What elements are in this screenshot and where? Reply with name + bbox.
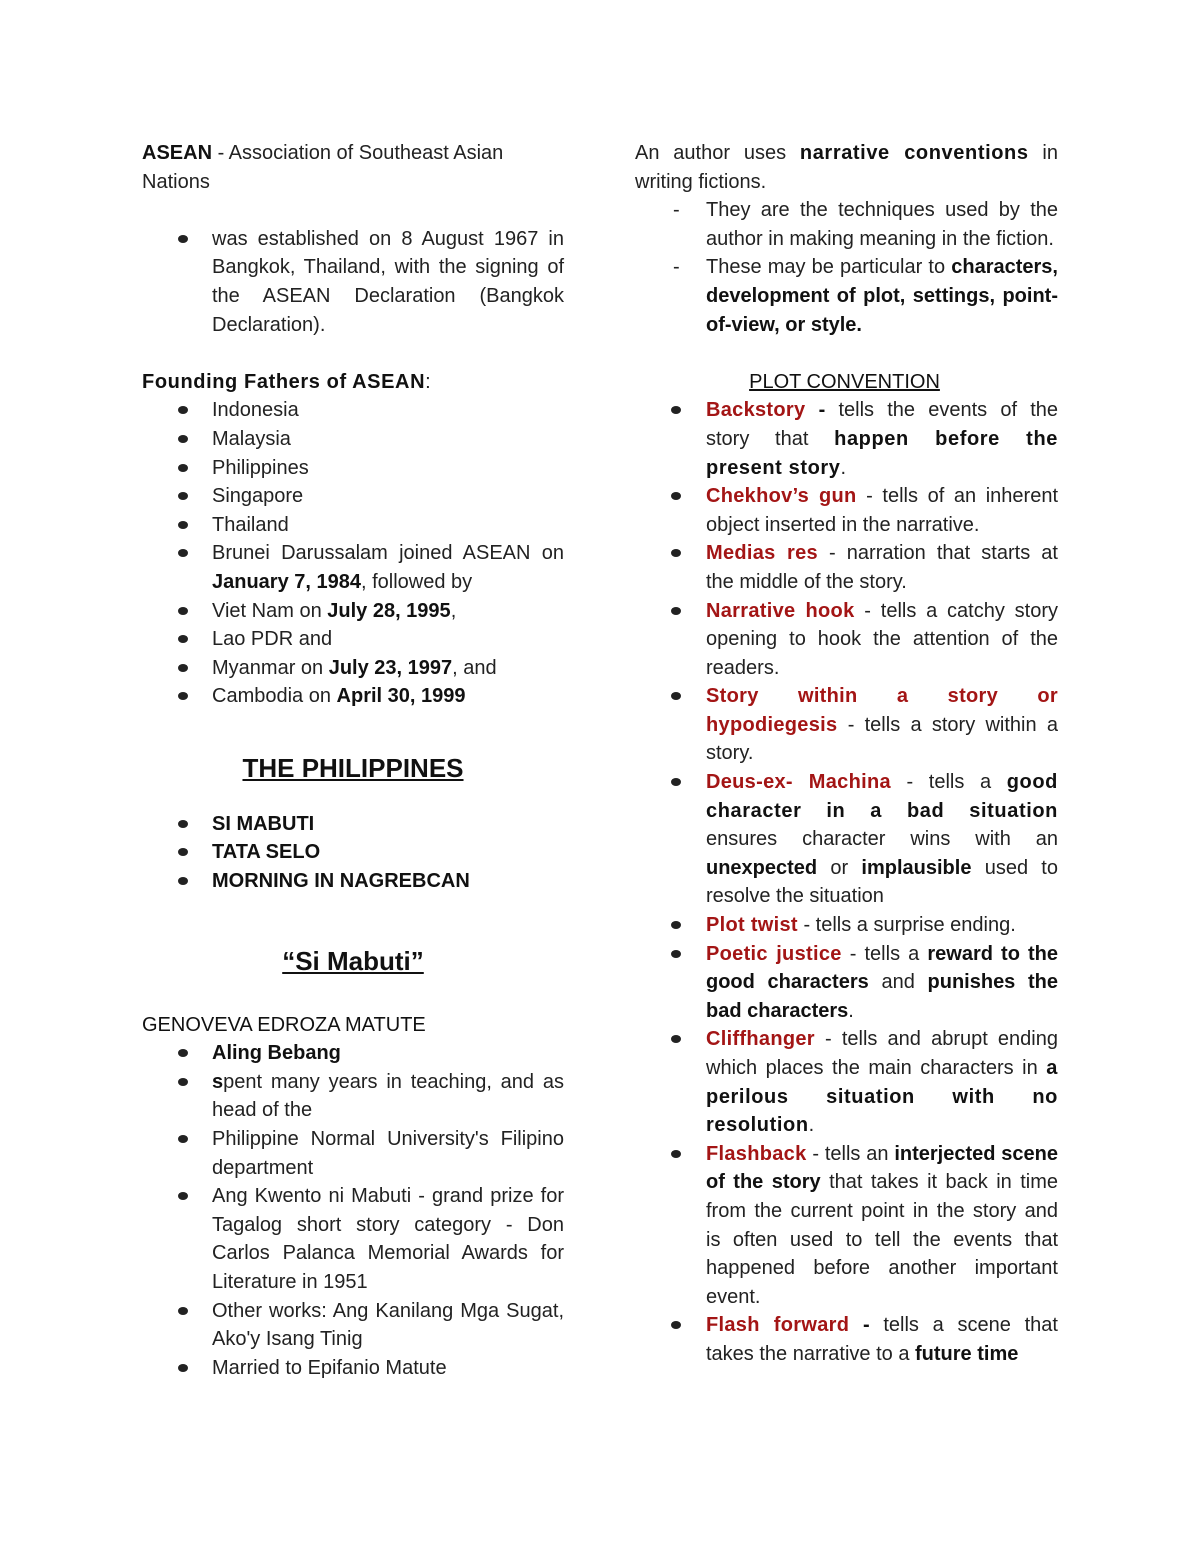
bullet-icon [178, 607, 188, 615]
bullet-icon [178, 235, 188, 243]
list-item: Ang Kwento ni Mabuti - grand prize for Tagalog short story category - Don Carlos Palanca Memorial Awards for Literature in 1951 [142, 1182, 564, 1296]
dash-marker: - [673, 199, 680, 222]
list-item: Myanmar on July 23, 1997, and [142, 654, 564, 683]
bullet-icon [178, 464, 188, 472]
bullet-icon [671, 1321, 681, 1329]
list-item: Narrative hook - tells a catchy story opening to hook the attention of the readers. [635, 597, 1058, 683]
bullet-icon [671, 549, 681, 557]
bullet-icon [671, 406, 681, 414]
plot-convention-list [635, 396, 1058, 1368]
conventions-notes [635, 196, 1058, 339]
list-item: Philippine Normal University's Filipino department [142, 1125, 564, 1182]
intro-paragraph: An author uses narrative conventions in writing fictions. [635, 142, 1058, 193]
list-item: Story within a story or hypodiegesis - tells a story within a story. [635, 682, 1058, 768]
asean-definition: ASEAN - Association of Southeast Asian Nations [142, 142, 504, 193]
list-item: MORNING IN NAGREBCAN [142, 867, 564, 896]
stories-list [142, 810, 564, 896]
story-title: “Si Mabuti” [282, 945, 424, 976]
right-column [635, 139, 1058, 1369]
list-item: Viet Nam on July 28, 1995, [142, 597, 564, 626]
bullet-icon [178, 1307, 188, 1315]
bullet-icon [178, 521, 188, 529]
list-item: - These may be particular to characters, development of plot, settings, point-of-view, or style. [635, 253, 1058, 339]
bullet-icon [178, 1364, 188, 1372]
list-item: Plot twist - tells a surprise ending. [635, 911, 1058, 940]
list-item: Flash forward - tells a scene that takes the narrative to a future time [635, 1311, 1058, 1368]
list-item: Poetic justice - tells a reward to the good characters and punishes the bad characters. [635, 940, 1058, 1026]
list-item: Medias res - narration that starts at the middle of the story. [635, 539, 1058, 596]
list-item: Flashback - tells an interjected scene of the story that takes it back in time from the current point in the story and is often used to tell the events that happened before another important event. [635, 1140, 1058, 1312]
list-item: Malaysia [142, 425, 564, 454]
list-item: Other works: Ang Kanilang Mga Sugat, Ako'y Isang Tinig [142, 1297, 564, 1354]
bullet-icon [178, 549, 188, 557]
list-item: was established on 8 August 1967 in Bangkok, Thailand, with the signing of the ASEAN Declaration (Bangkok Declaration). [142, 225, 564, 339]
bullet-icon [671, 778, 681, 786]
bullet-icon [671, 492, 681, 500]
bullet-icon [671, 921, 681, 929]
founders-list [142, 396, 564, 711]
bullet-icon [178, 406, 188, 414]
list-item: Deus-ex- Machina - tells a good character in a bad situation ensures character wins with an unexpected or implausible used to resolve the situation [635, 768, 1058, 911]
asean-term: ASEAN [142, 142, 213, 164]
bullet-icon [178, 848, 188, 856]
list-item: Married to Epifanio Matute [142, 1354, 564, 1383]
list-item: spent many years in teaching, and as head of the [142, 1068, 564, 1125]
list-item: Cambodia on April 30, 1999 [142, 682, 564, 711]
plot-convention-heading: PLOT CONVENTION [749, 370, 940, 393]
bullet-icon [178, 1135, 188, 1143]
bullet-icon [178, 1049, 188, 1057]
bullet-icon [178, 820, 188, 828]
bullet-icon [178, 435, 188, 443]
bullet-icon [671, 692, 681, 700]
bullet-icon [671, 1150, 681, 1158]
list-item: Brunei Darussalam joined ASEAN on January 7, 1984, followed by [142, 539, 564, 596]
author-name: GENOVEVA EDROZA MATUTE [142, 1013, 426, 1036]
dash-marker: - [673, 256, 680, 279]
author-list [142, 1039, 564, 1382]
list-item: Cliffhanger - tells and abrupt ending which places the main characters in a perilous situation with no resolution. [635, 1025, 1058, 1139]
list-item: - They are the techniques used by the author in making meaning in the fiction. [635, 196, 1058, 253]
list-item: Aling Bebang [142, 1039, 564, 1068]
list-item: Philippines [142, 454, 564, 483]
bullet-icon [178, 635, 188, 643]
list-item: TATA SELO [142, 838, 564, 867]
founding-heading: Founding Fathers of ASEAN: [142, 370, 431, 393]
bullet-icon [178, 1192, 188, 1200]
philippines-title: THE PHILIPPINES [242, 752, 464, 783]
bullet-icon [671, 950, 681, 958]
list-item: Indonesia [142, 396, 564, 425]
list-item: Lao PDR and [142, 625, 564, 654]
bullet-icon [178, 664, 188, 672]
bullet-icon [178, 492, 188, 500]
list-item: Backstory - tells the events of the story that happen before the present story. [635, 396, 1058, 482]
asean-facts [142, 225, 564, 339]
bullet-icon [178, 1078, 188, 1086]
list-item: Chekhov’s gun - tells of an inherent object inserted in the narrative. [635, 482, 1058, 539]
left-column [142, 139, 564, 1382]
list-item: SI MABUTI [142, 810, 564, 839]
bullet-icon [671, 607, 681, 615]
bullet-icon [178, 692, 188, 700]
list-item: Thailand [142, 511, 564, 540]
list-item: Singapore [142, 482, 564, 511]
bullet-icon [671, 1035, 681, 1043]
bullet-icon [178, 877, 188, 885]
